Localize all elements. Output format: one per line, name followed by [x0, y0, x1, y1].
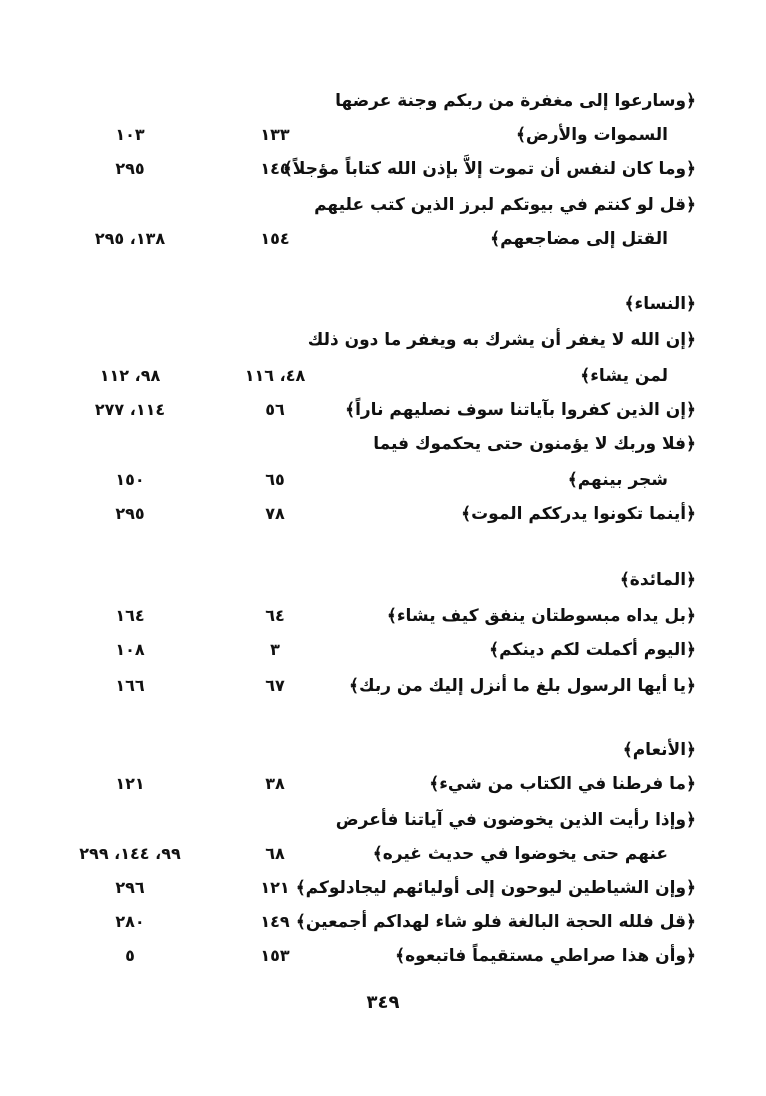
page-references: ٢٨٠ — [115, 911, 145, 931]
page-references: ١٦٦ — [115, 675, 145, 695]
page-number: ٣٤٩ — [366, 992, 400, 1013]
verse-text: عنهم حتى يخوضوا في حديث غيره﴾ — [372, 843, 668, 864]
verse-text: ﴿وإن الشياطين ليوحون إلى أوليائهم ليجادلوكم﴾ — [295, 877, 696, 898]
entry-line — [60, 462, 706, 496]
page-references: ١٠٣ — [115, 124, 145, 144]
ayah-number: ٦٥ — [265, 469, 285, 489]
verse-text: ﴿وما كان لنفس أن تموت إلاَّ بإذن الله كتاباً مؤجلاً﴾ — [282, 158, 696, 179]
ayah-number: ٣ — [270, 639, 280, 659]
ayah-number: ٤٨، ١١٦ — [244, 365, 306, 385]
entry-line — [60, 83, 706, 117]
surah-heading-line — [60, 286, 706, 320]
page-references: ١٣٨، ٢٩٥ — [94, 228, 166, 248]
page-references: ٩٩، ١٤٤، ٢٩٩ — [79, 843, 181, 863]
page-references: ١٢١ — [115, 773, 145, 793]
verse-text: ﴿أينما تكونوا يدرككم الموت﴾ — [461, 503, 696, 524]
verse-text: ﴿قل لو كنتم في بيوتكم لبرز الذين كتب عليهم — [314, 194, 696, 215]
page-references: ١٥٠ — [115, 469, 145, 489]
verse-text: ﴿قل فلله الحجة البالغة فلو شاء لهداكم أجمعين﴾ — [295, 911, 696, 932]
entry-line — [60, 802, 706, 836]
ayah-number: ٣٨ — [265, 773, 285, 793]
entry-line — [60, 151, 706, 185]
page-references: ١٦٤ — [115, 605, 145, 625]
ayah-number: ١٤٥ — [260, 158, 290, 178]
ayah-number: ٧٨ — [265, 503, 285, 523]
entry-line — [60, 632, 706, 666]
entry-line — [60, 904, 706, 938]
ayah-number: ١٥٣ — [260, 945, 290, 965]
verse-text: ﴿يا أيها الرسول بلغ ما أنزل إليك من ربك﴾ — [349, 675, 696, 696]
verse-text: القتل إلى مضاجعهم﴾ — [490, 228, 668, 249]
entry-line — [60, 426, 706, 460]
entry-line — [60, 221, 706, 255]
page-references: ٢٩٦ — [115, 877, 145, 897]
entry-line — [60, 187, 706, 221]
entry-line — [60, 668, 706, 702]
entry-line — [60, 322, 706, 356]
verse-text: السموات والأرض﴾ — [515, 124, 668, 145]
entry-line — [60, 598, 706, 632]
page-references: ١٠٨ — [115, 639, 145, 659]
page-references: ٩٨، ١١٢ — [99, 365, 161, 385]
surah-heading: ﴿النساء﴾ — [624, 293, 696, 314]
verse-text: ﴿وسارعوا إلى مغفرة من ربكم وجنة عرضها — [335, 90, 696, 111]
verse-text: ﴿بل يداه مبسوطتان ينفق كيف يشاء﴾ — [386, 605, 696, 626]
verse-text: ﴿إن الله لا يغفر أن يشرك به ويغفر ما دون ذلك — [307, 329, 696, 350]
surah-heading-line — [60, 732, 706, 766]
page-references: ٢٩٥ — [115, 503, 145, 523]
entry-line — [60, 392, 706, 426]
verse-text: لمن يشاء﴾ — [580, 365, 668, 386]
page-references: ٢٩٥ — [115, 158, 145, 178]
surah-heading: ﴿الأنعام﴾ — [622, 739, 696, 760]
entry-line — [60, 870, 706, 904]
ayah-number: ١٥٤ — [260, 228, 290, 248]
entry-line — [60, 496, 706, 530]
verse-text: ﴿اليوم أكملت لكم دينكم﴾ — [489, 639, 696, 660]
ayah-number: ٦٧ — [265, 675, 285, 695]
verse-text: ﴿وأن هذا صراطي مستقيماً فاتبعوه﴾ — [395, 945, 696, 966]
ayah-number: ٦٤ — [265, 605, 285, 625]
ayah-number: ١٣٣ — [260, 124, 290, 144]
verse-text: ﴿ما فرطنا في الكتاب من شيء﴾ — [429, 773, 696, 794]
ayah-number: ١٤٩ — [260, 911, 290, 931]
verse-text: شجر بينهم﴾ — [567, 469, 668, 490]
verse-text: ﴿وإذا رأيت الذين يخوضون في آياتنا فأعرض — [335, 809, 696, 830]
surah-heading-line — [60, 562, 706, 596]
entry-line — [60, 117, 706, 151]
ayah-number: ١٢١ — [260, 877, 290, 897]
verse-text: ﴿فلا وربك لا يؤمنون حتى يحكموك فيما — [373, 433, 696, 454]
entry-line — [60, 358, 706, 392]
surah-heading: ﴿المائدة﴾ — [619, 569, 696, 590]
entry-line — [60, 766, 706, 800]
verse-text: ﴿إن الذين كفروا بآياتنا سوف نصليهم ناراً﴾ — [345, 399, 696, 420]
entry-line — [60, 836, 706, 870]
page-references: ٥ — [125, 945, 135, 965]
ayah-number: ٥٦ — [265, 399, 285, 419]
ayah-number: ٦٨ — [265, 843, 285, 863]
entry-line — [60, 938, 706, 972]
page-references: ١١٤، ٢٧٧ — [94, 399, 166, 419]
